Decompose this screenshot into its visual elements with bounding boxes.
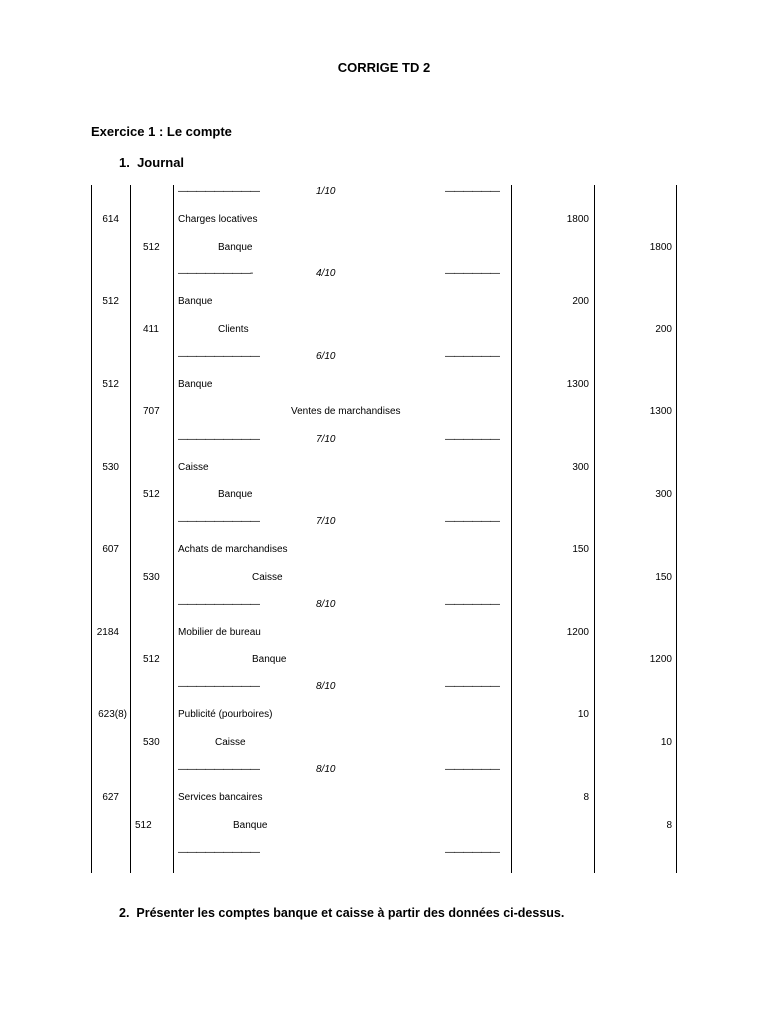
credit-account-label: Caisse	[252, 572, 283, 583]
debit-amount: 1300	[566, 379, 589, 390]
debit-account-number: 530	[102, 462, 119, 473]
column-rule-2	[130, 185, 131, 873]
credit-amount: 1800	[649, 242, 672, 253]
exercise-title: Exercice 1 : Le compte	[91, 124, 232, 139]
section-heading-accounts	[119, 906, 564, 920]
entry-date: 8/10	[316, 764, 336, 775]
debit-account-label: Banque	[178, 379, 213, 390]
separator-dash-right: ——————	[445, 516, 499, 527]
credit-account-number: 512	[135, 820, 152, 831]
debit-account-label: Charges locatives	[178, 214, 258, 225]
credit-amount: 150	[655, 572, 672, 583]
debit-account-label: Publicité (pourboires)	[178, 709, 273, 720]
entry-date: 4/10	[316, 268, 336, 279]
column-rule-6	[676, 185, 677, 873]
credit-account-number: 512	[143, 489, 160, 500]
debit-amount: 300	[572, 462, 589, 473]
entry-date: 8/10	[316, 599, 336, 610]
credit-account-number: 512	[143, 654, 160, 665]
separator-dash-left: —————————	[178, 516, 259, 527]
debit-account-label: Services bancaires	[178, 792, 263, 803]
debit-amount: 8	[583, 792, 589, 803]
section-label: Présenter les comptes banque et caisse à partir des données ci-dessus.	[136, 906, 565, 920]
credit-account-label: Caisse	[215, 737, 246, 748]
debit-account-number: 614	[102, 214, 119, 225]
debit-account-number: 512	[102, 379, 119, 390]
credit-amount: 1200	[649, 654, 672, 665]
separator-dash-right: ——————	[445, 351, 499, 362]
separator-dash-right: ——————	[445, 599, 499, 610]
debit-amount: 150	[572, 544, 589, 555]
credit-amount: 1300	[649, 406, 672, 417]
credit-account-label: Banque	[252, 654, 287, 665]
credit-account-label: Banque	[233, 820, 268, 831]
debit-amount: 200	[572, 296, 589, 307]
credit-amount: 300	[655, 489, 672, 500]
credit-account-number: 707	[143, 406, 160, 417]
debit-account-number: 607	[102, 544, 119, 555]
debit-account-label: Achats de marchandises	[178, 544, 288, 555]
credit-account-label: Clients	[218, 324, 249, 335]
separator-dash-right: ——————	[445, 186, 499, 197]
entry-date: 6/10	[316, 351, 336, 362]
credit-amount: 10	[660, 737, 672, 748]
credit-account-number: 530	[143, 737, 160, 748]
debit-account-number: 512	[102, 296, 119, 307]
credit-account-number: 530	[143, 572, 160, 583]
separator-dash-left: —————————	[178, 434, 259, 445]
debit-account-label: Mobilier de bureau	[178, 627, 261, 638]
section-number: 2.	[119, 906, 130, 920]
column-rule-5	[594, 185, 595, 873]
column-rule-1	[91, 185, 92, 873]
debit-account-number: 627	[102, 792, 119, 803]
credit-account-number: 512	[143, 242, 160, 253]
column-rule-3	[173, 185, 174, 873]
separator-dash-right: ——————	[445, 847, 499, 858]
debit-account-number: 623(8)	[98, 709, 127, 720]
separator-dash-left: —————————	[178, 599, 259, 610]
credit-amount: 200	[655, 324, 672, 335]
entry-date: 1/10	[316, 186, 336, 197]
credit-amount: 8	[666, 820, 672, 831]
credit-account-label: Banque	[218, 242, 253, 253]
column-rule-4	[511, 185, 512, 873]
separator-dash-right: ——————	[445, 434, 499, 445]
section-heading-journal	[119, 155, 184, 170]
separator-dash-left: —————————	[178, 186, 259, 197]
credit-account-label: Ventes de marchandises	[291, 406, 401, 417]
credit-account-label: Banque	[218, 489, 253, 500]
credit-account-number: 411	[143, 324, 159, 335]
entry-date: 7/10	[316, 434, 336, 445]
debit-account-label: Banque	[178, 296, 213, 307]
debit-amount: 1200	[566, 627, 589, 638]
separator-dash-right: ——————	[445, 268, 499, 279]
page-title: CORRIGE TD 2	[337, 60, 431, 75]
debit-account-number: 2184	[96, 627, 119, 638]
separator-dash-left: —————————	[178, 351, 259, 362]
separator-dash-left: —————————	[178, 764, 259, 775]
debit-amount: 10	[577, 709, 589, 720]
section-label: Journal	[137, 155, 185, 170]
separator-dash-left: —————————	[178, 681, 259, 692]
separator-dash-right: ——————	[445, 764, 499, 775]
debit-amount: 1800	[566, 214, 589, 225]
separator-dash-left: ————————-	[178, 268, 253, 279]
separator-dash-right: ——————	[445, 681, 499, 692]
section-number: 1.	[119, 155, 130, 170]
entry-date: 7/10	[316, 516, 336, 527]
separator-dash-left: —————————	[178, 847, 259, 858]
entry-date: 8/10	[316, 681, 336, 692]
debit-account-label: Caisse	[178, 462, 209, 473]
